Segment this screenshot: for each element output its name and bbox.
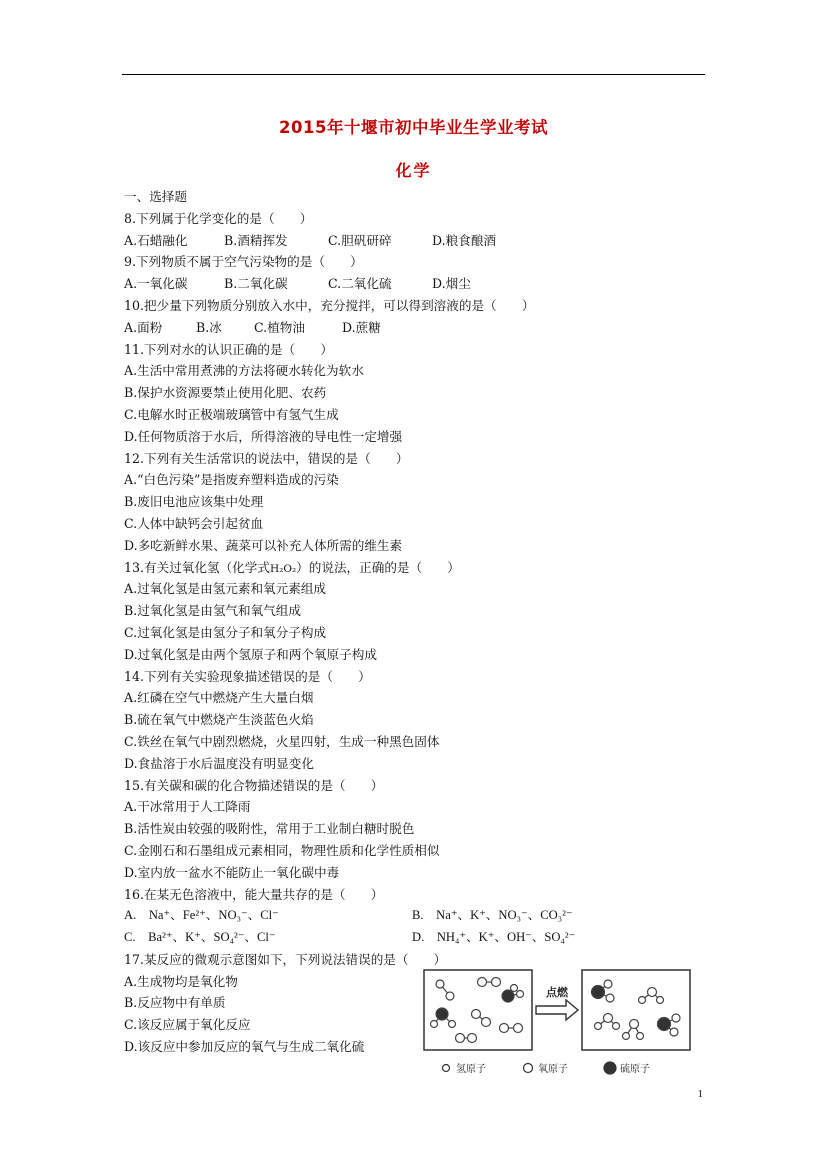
q14-option-a: A.红磷在空气中燃烧产生大量白烟 — [124, 690, 314, 706]
question-list — [124, 186, 714, 1058]
q9-stem: 9.下列物质不属于空气污染物的是（ ） — [124, 254, 363, 270]
q14-option-b: B.硫在氧气中燃烧产生淡蓝色火焰 — [124, 712, 314, 728]
exam-title: 2015年十堰市初中毕业生学业考试 — [279, 118, 548, 137]
q15-option-c: C.金刚石和石墨组成元素相同，物理性质和化学性质相似 — [124, 842, 440, 858]
oxygen-legend-icon — [524, 1064, 533, 1073]
q9-option-b: B.二氧化碳 — [224, 276, 288, 292]
q13-option-b: B.过氧化氢是由氢气和氧气组成 — [124, 603, 301, 619]
q8-option-b: B.酒精挥发 — [224, 232, 288, 248]
q10-option-d: D.蔗糖 — [342, 319, 381, 335]
diagram-legend — [443, 1062, 651, 1075]
product-molecules — [592, 980, 681, 1040]
hydrogen-legend-icon — [443, 1065, 450, 1072]
q12-stem: 12.下列有关生活常识的说法中，错误的是（ ） — [124, 450, 409, 466]
legend-hydrogen: 氢原子 — [456, 1064, 486, 1075]
q13-option-d: D.过氧化氢是由两个氢原子和两个氧原子构成 — [124, 646, 377, 662]
subject-title: 化学 — [395, 161, 432, 180]
q16-option-a: A. Na⁺、Fe²⁺、NO₃⁻、Cl⁻ — [124, 908, 279, 923]
q11-option-a: A.生活中常用煮沸的方法将硬水转化为软水 — [124, 363, 364, 379]
q15-stem: 15.有关碳和碳的化合物描述错误的是（ ） — [124, 777, 384, 793]
reaction-diagram — [420, 966, 702, 1078]
q13-stem-pre: 13.有关过氧化氢（化学式 — [124, 559, 270, 575]
q14-option-d: D.食盐溶于水后温度没有明显变化 — [124, 755, 314, 771]
header-rule — [122, 74, 705, 75]
q8-option-a: A.石蜡融化 — [124, 232, 188, 248]
q9-options — [124, 273, 714, 295]
page-number: 1 — [697, 1088, 703, 1100]
q12-option-b: B.废旧电池应该集中处理 — [124, 494, 264, 510]
q8-options — [124, 230, 714, 252]
legend-sulfur: 硫原子 — [620, 1064, 650, 1075]
q9-option-c: C.二氧化硫 — [328, 276, 392, 292]
q10-options — [124, 317, 714, 339]
reactant-molecules — [431, 978, 524, 1043]
q16-option-b: B. Na⁺、K⁺、NO₃⁻、CO₃²⁻ — [412, 908, 573, 923]
q17-option-b: B.反应物中有单质 — [124, 995, 226, 1011]
q11-stem: 11.下列对水的认识正确的是（ ） — [124, 341, 333, 357]
q8-option-c: C.胆矾研碎 — [328, 232, 392, 248]
q11-option-c: C.电解水时正极端玻璃管中有氢气生成 — [124, 406, 339, 422]
q15-option-d: D.室内放一盆水不能防止一氧化碳中毒 — [124, 864, 340, 880]
q13-stem — [124, 557, 714, 579]
q11-option-d: D.任何物质溶于水后，所得溶液的导电性一定增强 — [124, 428, 403, 444]
q8-stem: 8.下列属于化学变化的是（ ） — [124, 210, 313, 226]
legend-oxygen: 氧原子 — [538, 1064, 568, 1075]
q11-option-b: B.保护水资源要禁止使用化肥、农药 — [124, 385, 327, 401]
q12-option-d: D.多吃新鲜水果、蔬菜可以补充人体所需的维生素 — [124, 537, 403, 553]
q8-option-d: D.粮食酿酒 — [432, 232, 497, 248]
q9-option-a: A.一氧化碳 — [124, 276, 188, 292]
q13-option-c: C.过氧化氢是由氢分子和氧分子构成 — [124, 624, 327, 640]
q12-option-c: C.人体中缺钙会引起贫血 — [124, 515, 264, 531]
q10-option-c: C.植物油 — [254, 319, 305, 335]
q15-option-b: B.活性炭由较强的吸附性，常用于工业制白糖时脱色 — [124, 821, 415, 837]
reaction-arrow — [536, 1000, 578, 1020]
q16-option-c: C. Ba²⁺、K⁺、SO₄²⁻、Cl⁻ — [124, 930, 276, 945]
q17-stem: 17.某反应的微观示意图如下，下列说法错误的是（ ） — [124, 951, 447, 967]
q13-option-a: A.过氧化氢是由氢元素和氧元素组成 — [124, 581, 327, 597]
section-heading: 一、选择题 — [124, 189, 187, 204]
q14-option-c: C.铁丝在氧气中剧烈燃烧，火星四射，生成一种黑色固体 — [124, 733, 440, 749]
q10-option-b: B.冰 — [196, 319, 222, 335]
q17-option-c: C.该反应属于氧化反应 — [124, 1017, 251, 1033]
q13-stem-post: ）的说法，正确的是（ ） — [296, 559, 460, 575]
q16-options-row2 — [124, 927, 714, 949]
q13-formula: H₂O₂ — [269, 562, 297, 575]
q17-option-a: A.生成物均是氧化物 — [124, 973, 238, 989]
q16-stem: 16.在某无色溶液中，能大量共存的是（ ） — [124, 886, 384, 902]
q9-option-d: D.烟尘 — [432, 276, 471, 292]
sulfur-legend-icon — [604, 1062, 616, 1074]
q16-options-row1 — [124, 905, 714, 927]
arrow-label: 点燃 — [546, 986, 568, 999]
q16-option-d: D. NH₄⁺、K⁺、OH⁻、SO₄²⁻ — [412, 930, 576, 945]
q17-option-d: D.该反应中参加反应的氧气与生成二氧化硫 — [124, 1039, 365, 1055]
q14-stem: 14.下列有关实验现象描述错误的是（ ） — [124, 668, 371, 684]
q10-stem: 10.把少量下列物质分别放入水中，充分搅拌，可以得到溶液的是（ ） — [124, 297, 535, 313]
q15-option-a: A.干冰常用于人工降雨 — [124, 799, 251, 815]
q10-option-a: A.面粉 — [124, 319, 163, 335]
products-box — [582, 970, 690, 1050]
q12-option-a: A.“白色污染”是指废弃塑料造成的污染 — [124, 472, 339, 488]
